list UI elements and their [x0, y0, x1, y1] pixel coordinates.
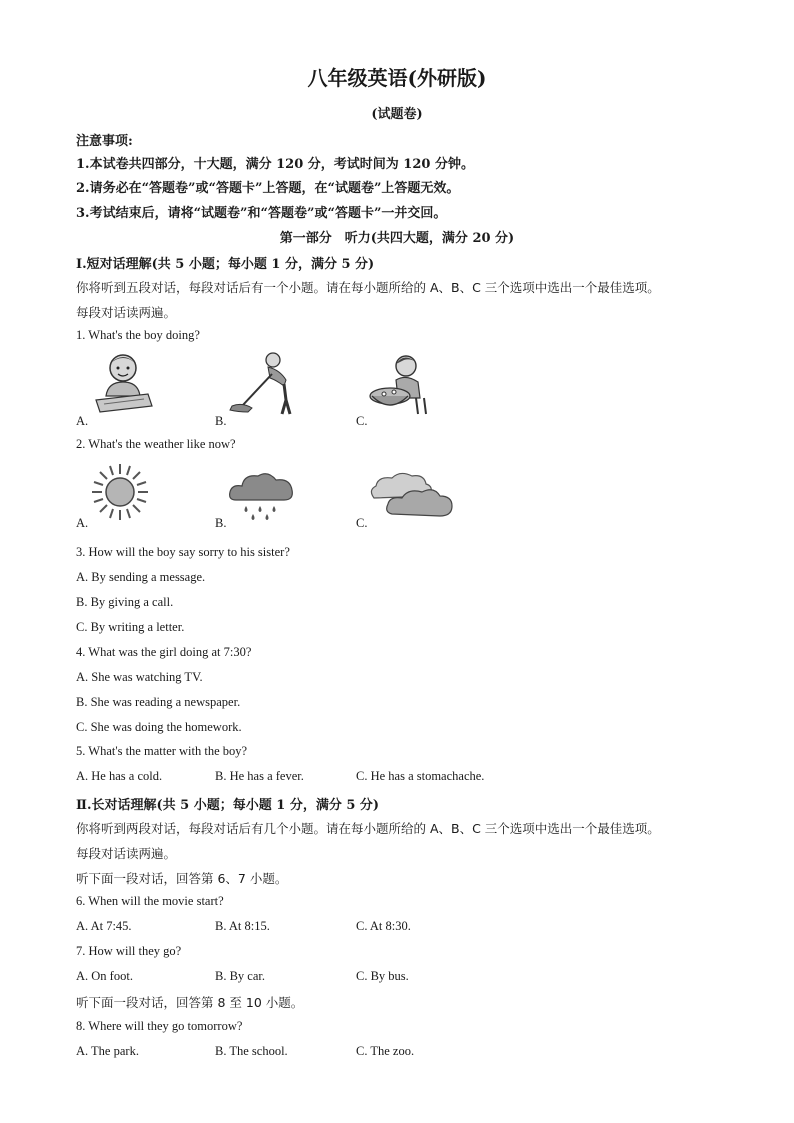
- question-5: 5. What's the matter with the boy?: [76, 744, 248, 758]
- dialog-1-note: 听下面一段对话，回答第 6、7 小题。: [76, 871, 288, 886]
- notice-item-2: 2.请务必在“答题卷”或“答题卡”上答题，在“试题卷”上答题无效。: [76, 181, 460, 196]
- boy-washing-icon: [368, 352, 434, 418]
- q8-option-a: A. The park.: [76, 1044, 139, 1058]
- notice-heading: 注意事项:: [76, 134, 133, 149]
- section-2-heading: Ⅱ.长对话理解(共 5 小题；每小题 1 分，满分 5 分): [76, 798, 380, 813]
- q3-option-c: C. By writing a letter.: [76, 620, 185, 634]
- q6-option-a: A. At 7:45.: [76, 919, 132, 933]
- notice-item-1: 1.本试卷共四部分，十大题，满分 120 分，考试时间为 120 分钟。: [76, 157, 474, 172]
- clouds-icon: [368, 470, 454, 520]
- q2-option-c-label: C.: [356, 516, 368, 530]
- q6-option-c: C. At 8:30.: [356, 919, 411, 933]
- q3-option-b: B. By giving a call.: [76, 595, 174, 609]
- q1-option-b-label: B.: [215, 414, 227, 428]
- section-2-instruction: 你将听到两段对话，每段对话后有几个小题。请在每小题所给的 A、B、C 三个选项中选出一个最佳选项。: [76, 821, 660, 836]
- boy-sweeping-icon: [228, 350, 308, 418]
- q7-option-b: B. By car.: [215, 969, 265, 983]
- q2-option-a-label: A.: [76, 516, 89, 530]
- page-title: 八年级英语(外研版): [307, 66, 487, 90]
- rain-cloud-icon: [228, 470, 294, 524]
- q5-option-c: C. He has a stomachache.: [356, 769, 485, 783]
- q3-option-a: A. By sending a message.: [76, 570, 206, 584]
- part-1-title: 第一部分 听力(共四大题，满分 20 分): [279, 231, 515, 246]
- question-6: 6. When will the movie start?: [76, 894, 224, 908]
- q8-option-b: B. The school.: [215, 1044, 288, 1058]
- question-1: 1. What's the boy doing?: [76, 328, 200, 342]
- section-1-instruction: 你将听到五段对话，每段对话后有一个小题。请在每小题所给的 A、B、C 三个选项中选出一个最佳选项。: [76, 280, 660, 295]
- section-1-instruction-2: 每段对话读两遍。: [76, 305, 177, 320]
- q1-option-a-label: A.: [76, 414, 89, 428]
- q4-option-b: B. She was reading a newspaper.: [76, 695, 241, 709]
- question-4: 4. What was the girl doing at 7:30?: [76, 645, 252, 659]
- question-3: 3. How will the boy say sorry to his sister?: [76, 545, 290, 559]
- q7-option-c: C. By bus.: [356, 969, 409, 983]
- question-7: 7. How will they go?: [76, 944, 182, 958]
- q1-option-c-label: C.: [356, 414, 368, 428]
- boy-drawing-icon: [90, 348, 156, 418]
- q8-option-c: C. The zoo.: [356, 1044, 415, 1058]
- dialog-2-note: 听下面一段对话，回答第 8 至 10 小题。: [76, 995, 304, 1010]
- q4-option-c: C. She was doing the homework.: [76, 720, 242, 734]
- q4-option-a: A. She was watching TV.: [76, 670, 203, 684]
- q2-option-b-label: B.: [215, 516, 227, 530]
- q6-option-b: B. At 8:15.: [215, 919, 270, 933]
- question-2: 2. What's the weather like now?: [76, 437, 236, 451]
- notice-item-3: 3.考试结束后，请将“试题卷”和“答题卷”或“答题卡”一并交回。: [76, 206, 447, 221]
- question-8: 8. Where will they go tomorrow?: [76, 1019, 243, 1033]
- sun-icon: [90, 462, 150, 522]
- section-1-heading: Ⅰ.短对话理解(共 5 小题；每小题 1 分，满分 5 分): [76, 257, 375, 272]
- section-2-instruction-2: 每段对话读两遍。: [76, 846, 177, 861]
- q5-option-b: B. He has a fever.: [215, 769, 304, 783]
- page-subtitle: (试题卷): [371, 107, 423, 122]
- q7-option-a: A. On foot.: [76, 969, 133, 983]
- q5-option-a: A. He has a cold.: [76, 769, 163, 783]
